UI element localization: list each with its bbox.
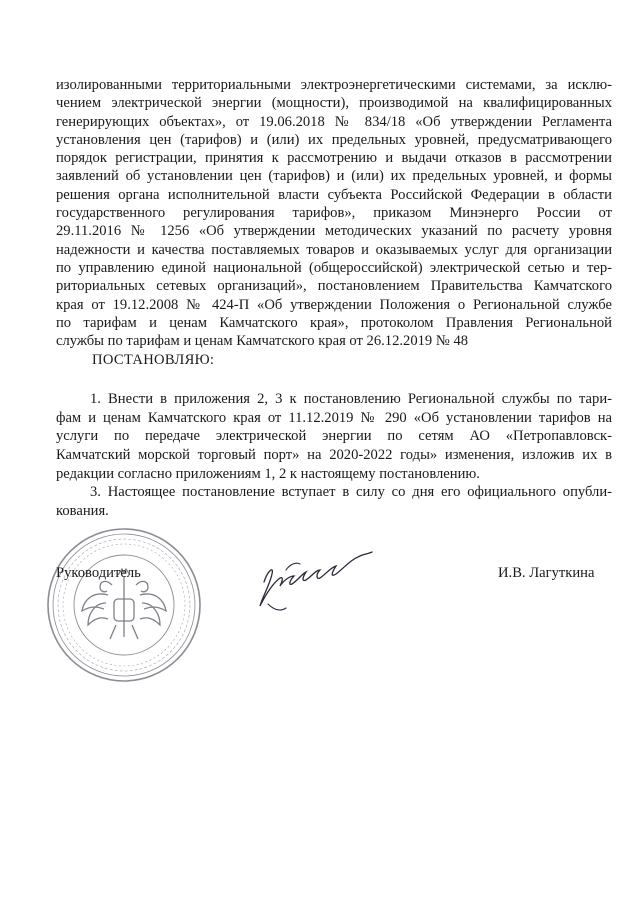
item-3-line: 3. Настоящее постановление вступает в силу со дня его официального опубли- (90, 484, 612, 501)
text-line: заявлений об установлении цен (тарифов) и (или) их предельных уровней, и формы (56, 168, 612, 185)
text-line: надежности и качества поставляемых товаров и оказываемых услуг для организации (56, 241, 612, 258)
text-line: чением электрической энергии (мощности), производимой на квалифицированных (56, 95, 612, 112)
text-line: установления цен (тарифов) и (или) их предельных уровней, предусматривающего (56, 131, 612, 148)
item-1-line: 1. Внести в приложения 2, 3 к постановлению Региональной службы по тари- (90, 391, 612, 407)
resolve-heading: ПОСТАНОВЛЯЮ: (92, 352, 215, 368)
text-line: 29.11.2016 № 1256 «Об утверждении методических указаний по расчету уровня (56, 223, 612, 240)
text-line: по управлению единой национальной (общероссийской) электрической сетью и тер- (56, 259, 612, 276)
text-line: службы по тарифам и ценам Камчатского края от 26.12.2019 № 48 (56, 333, 469, 350)
text-line: генерирующих объектах», от 19.06.2018 № 834/18 «Об утверждении Регламента (56, 113, 612, 130)
item-1-line: Камчатский морской торговый порт» на 2020-2022 годы» изменения, изложив их в (56, 447, 612, 464)
text-line: порядок регистрации, принятия к рассмотрению и выдачи отказов в рассмотрении (56, 150, 612, 167)
handwritten-signature-icon (250, 540, 380, 616)
text-line: государственного регулирования тарифов», приказом Минэнерго России от (56, 205, 612, 222)
text-line: по тарифам и ценам Камчатского края», протоколом Правления Региональной (56, 314, 612, 331)
item-1-line: фам и ценам Камчатского края от 11.12.2019 № 290 «Об установлении тарифов на (56, 409, 612, 426)
official-seal-icon (44, 525, 204, 685)
item-1-line: услуги по передаче электрической энергии по сетям АО «Петропавловск- (56, 428, 612, 445)
text-line: решения органа исполнительной власти субъекта Российской Федерации в области (56, 186, 612, 203)
signer-position: Руководитель (56, 565, 141, 581)
signer-name: И.В. Лагуткина (498, 565, 595, 581)
item-3-line: кования. (56, 503, 109, 520)
resolution-items (56, 390, 612, 521)
item-1-line: редакции согласно приложениям 1, 2 к настоящему постановлению. (56, 465, 480, 482)
text-line: риториальных сетевых организаций», постановлением Правительства Камчатского (56, 278, 612, 295)
text-line: края от 19.12.2008 № 424-П «Об утверждении Положения о Региональной службе (56, 296, 612, 313)
preamble-paragraph (56, 76, 612, 350)
text-line: изолированными территориальными электроэнергетическими системами, за исклю- (56, 77, 612, 93)
